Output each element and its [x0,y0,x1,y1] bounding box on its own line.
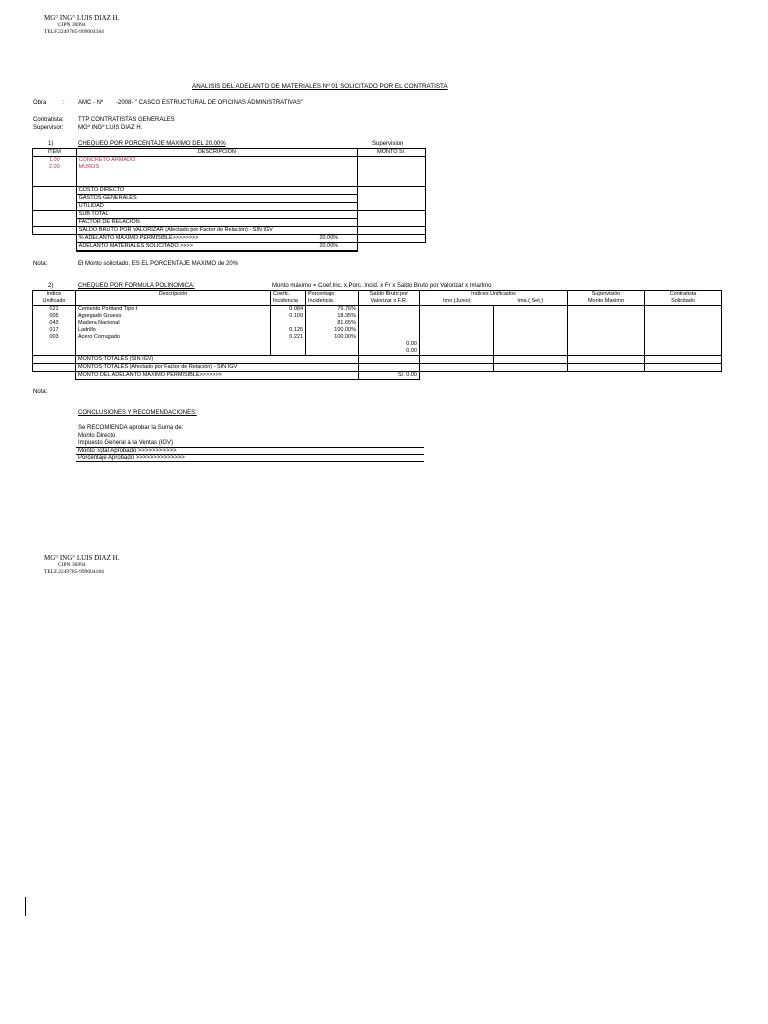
section1-supervision: Supervision [372,141,404,147]
contratista-value: TTP CONTRATISTAS GENERALES [78,117,175,123]
hdr-porcentaje-line1: Porcentaje [308,291,335,297]
section2-number: 2) [48,283,54,289]
table-row-pct: 100.00% [334,327,356,333]
table-row-idx: 043 [49,320,59,326]
section2-formula: Monto máximo = Coef.Inc. x.Porc. Incid. x Fr x Saldo Bruto por Valorizar x Ima/Imo [272,283,492,289]
hdr-ima: Ima.( Set.) [517,298,544,304]
divider [76,461,424,462]
item-desc: CONCRETO ARMADO [78,157,136,163]
conclusions-line3: Impuesto General a la Ventas (IGV) [78,440,174,446]
obra-label: Obra [33,100,47,106]
pct-cell [306,306,359,356]
ima-cell [494,306,568,356]
supervisor-label: Supervisor: [33,125,64,131]
hdr-supervision-line1: Supervisión [591,291,621,297]
empty-cell [359,364,420,372]
table-row-pct: 81.65% [337,320,356,326]
totals-factor-relacion: MONTOS TOTALES (Afectado por Factor de Relación) - SIN IGV [76,364,359,372]
hdr-saldo-line2: Valorizar x F.R. [370,298,408,304]
footer-name: MG° ING° LUIS DIAZ H. [44,554,120,562]
empty-cell [494,356,568,364]
items-cell [33,157,77,187]
hdr-supervision [568,291,645,306]
empty-cell [33,187,77,211]
row-utilidad: UTILIDAD [76,203,357,211]
conclusions-line4: Monto Total Aprobado >>>>>>>>>>> [78,448,177,454]
empty-cell [494,364,568,372]
empty-cell [568,364,645,372]
indices-cell [33,306,76,356]
obra-colon: : [63,100,65,106]
empty-cell [420,372,722,380]
adelanto-solicitado-value: 20.00% [319,243,339,249]
hdr-indices [420,291,568,306]
empty-cell [357,187,425,211]
empty-cell [645,356,722,364]
hdr-descripcion: Descripción [76,291,271,306]
empty-cell [645,364,722,372]
section1-title: CHEQUEO POR PORCENTAJE MAXIMO DEL 20.00% [78,141,226,147]
section1-table [32,148,426,252]
table-row-pct: 18.35% [337,313,356,319]
coef-cell [271,306,306,356]
col-monto: MONTO S/. [357,149,425,157]
document-title: ANALISIS DEL ADELANTO DE MATERIALES Nº 01 SOLICITADO POR EL CONTRATISTA [192,83,448,90]
empty-cell [359,356,420,364]
col-descripcion: DESCRIPCION [76,149,357,157]
hdr-indices-title: Indices Unificados [471,291,516,297]
table-row-idx: 005 [49,313,59,319]
item-desc: MUROS [78,164,100,170]
items-desc-cell [76,157,357,187]
note1-text: El Monto solicitado, ES EL PORCENTAJE MAXIMO de 20% [78,261,239,267]
section1-number: 1) [48,141,54,147]
row-adelanto-maximo [76,235,357,243]
hdr-contratista-line1: Contratista [669,291,697,297]
table-row-coef: 0.125 [289,327,303,333]
saldo-sum1: 0.00 [406,341,417,347]
hdr-coef-line2: Incidencia [273,298,298,304]
hdr-imo: Imo (Junio) [442,298,471,304]
empty-cell [420,356,494,364]
table-row-coef: 0.084 [289,306,303,312]
header-cip: CIPN 36994 [58,22,86,28]
empty-cell [357,243,425,252]
table-row-desc: Cemento Portland Tipo I [78,306,138,312]
table-row-idx: 003 [49,334,59,340]
header-name: MG° ING° LUIS DIAZ H. [44,14,120,22]
supervision-cell [568,306,645,356]
empty-cell [568,356,645,364]
items-monto-cell [357,157,425,187]
section2-table [32,290,722,380]
adelanto-maximo-value: 20.00% [319,235,339,241]
contratista-cell [645,306,722,356]
text-cursor [25,897,26,916]
item-number: 1.00 [48,157,60,163]
hdr-saldo [359,291,420,306]
row-costo-directo: COSTO DIRECTO [76,187,357,195]
hdr-indice-line2: Unificado [42,298,66,304]
hdr-supervision-line2: Monto Maximo [587,298,625,304]
empty-cell [33,364,76,372]
empty-cell [33,227,77,235]
obra-code: AMC - Nº [78,100,104,106]
hdr-porcentaje [306,291,359,306]
hdr-coef [271,291,306,306]
desc-cell [76,306,271,356]
table-row-desc: Madera Nacional [78,320,120,326]
table-row-pct: 79.76% [337,306,356,312]
section2-title: CHEQUEO POR FORMULA POLINOMICA: [78,283,195,289]
empty-cell [357,211,425,227]
hdr-contratista [645,291,722,306]
adelanto-maximo-label: % ADELANTO MAXIMO PERMISIBLE>>>>>>>> [78,235,199,241]
footer-tel: TELF.2249785-999004184 [44,569,104,575]
empty-cell [33,356,76,364]
table-row-pct: 100.00% [334,334,356,340]
conclusions-line5: Porcentaje Aprobado >>>>>>>>>>>>>> [78,455,185,461]
empty-cell [33,243,77,252]
footer-cip: CIPN 36994 [58,562,86,568]
item-number: 2.00 [48,164,60,170]
hdr-coef-line1: Coefic. [273,291,291,297]
table-row-desc: Acero Corrugado [78,334,120,340]
conclusions-line1: Se RECOMIENDA aprobar la Suma de: [78,425,184,431]
saldo-sum2: 0.00 [406,348,417,354]
table-row-coef [273,320,303,327]
empty-cell [357,227,425,235]
hdr-indice [33,291,76,306]
table-row-desc: Ladrillo [78,327,96,333]
note1-label: Nota: [33,261,48,267]
table-row-coef: 0.109 [289,313,303,319]
conclusions-title: CONCLUSIONES Y RECOMENDACIONES: [78,410,197,416]
empty-cell [357,235,425,243]
header-tel: TELF.2249785-999004184 [44,29,104,35]
hdr-contratista-line2: Solicitado [671,298,695,304]
table-row-desc: Agregado Grueso [78,313,122,319]
hdr-porcentaje-line2: Incidencia [308,298,333,304]
row-factor-relacion: FACTOR DE RELACIÓN [76,219,357,227]
row-saldo-bruto: SALDO BRUTO POR VALORIZAR (Afectado por Factor de Relación) - SIN IGV [76,227,357,235]
row-sub-total: SUB TOTAL [76,211,357,219]
hdr-saldo-line1: Saldo Bruto por [369,291,409,297]
empty-cell [33,211,77,227]
note2-label: Nota: [33,389,48,395]
col-item: ITEM [33,149,77,157]
row-gastos-generales: GASTOS GENERALES [76,195,357,203]
table-row-idx: 017 [49,327,59,333]
contratista-label: Contratista: [33,117,64,123]
conclusions-line2: Monto Directo [78,433,116,439]
totals-sin-igv: MONTOS TOTALES (SIN IGV) [76,356,359,364]
table-row-coef: 0.221 [289,334,303,340]
empty-cell [420,364,494,372]
supervisor-value: MGº INGº LUIS DIAZ H. [78,125,143,131]
saldo-cell [359,306,420,356]
adelanto-solicitado-label: ADELANTO MATERIALES SOLICITADO >>>> [78,243,193,249]
row-adelanto-solicitado [76,243,357,252]
obra-value: -2008- " CASCO ESTRUCTURAL DE OFICINAS ADMINISTRATIVAS" [116,100,303,106]
imo-cell [420,306,494,356]
monto-maximo-value: S/. 0.00 [359,372,420,380]
empty-cell [33,235,77,243]
monto-maximo-permisible: MONTO DEL ADELANTO MAXIMO PERMISIBLE>>>>>>> [76,372,359,380]
empty-cell [33,372,76,380]
hdr-indice-line1: Indice [46,291,62,297]
table-row-idx: 021 [49,306,59,312]
